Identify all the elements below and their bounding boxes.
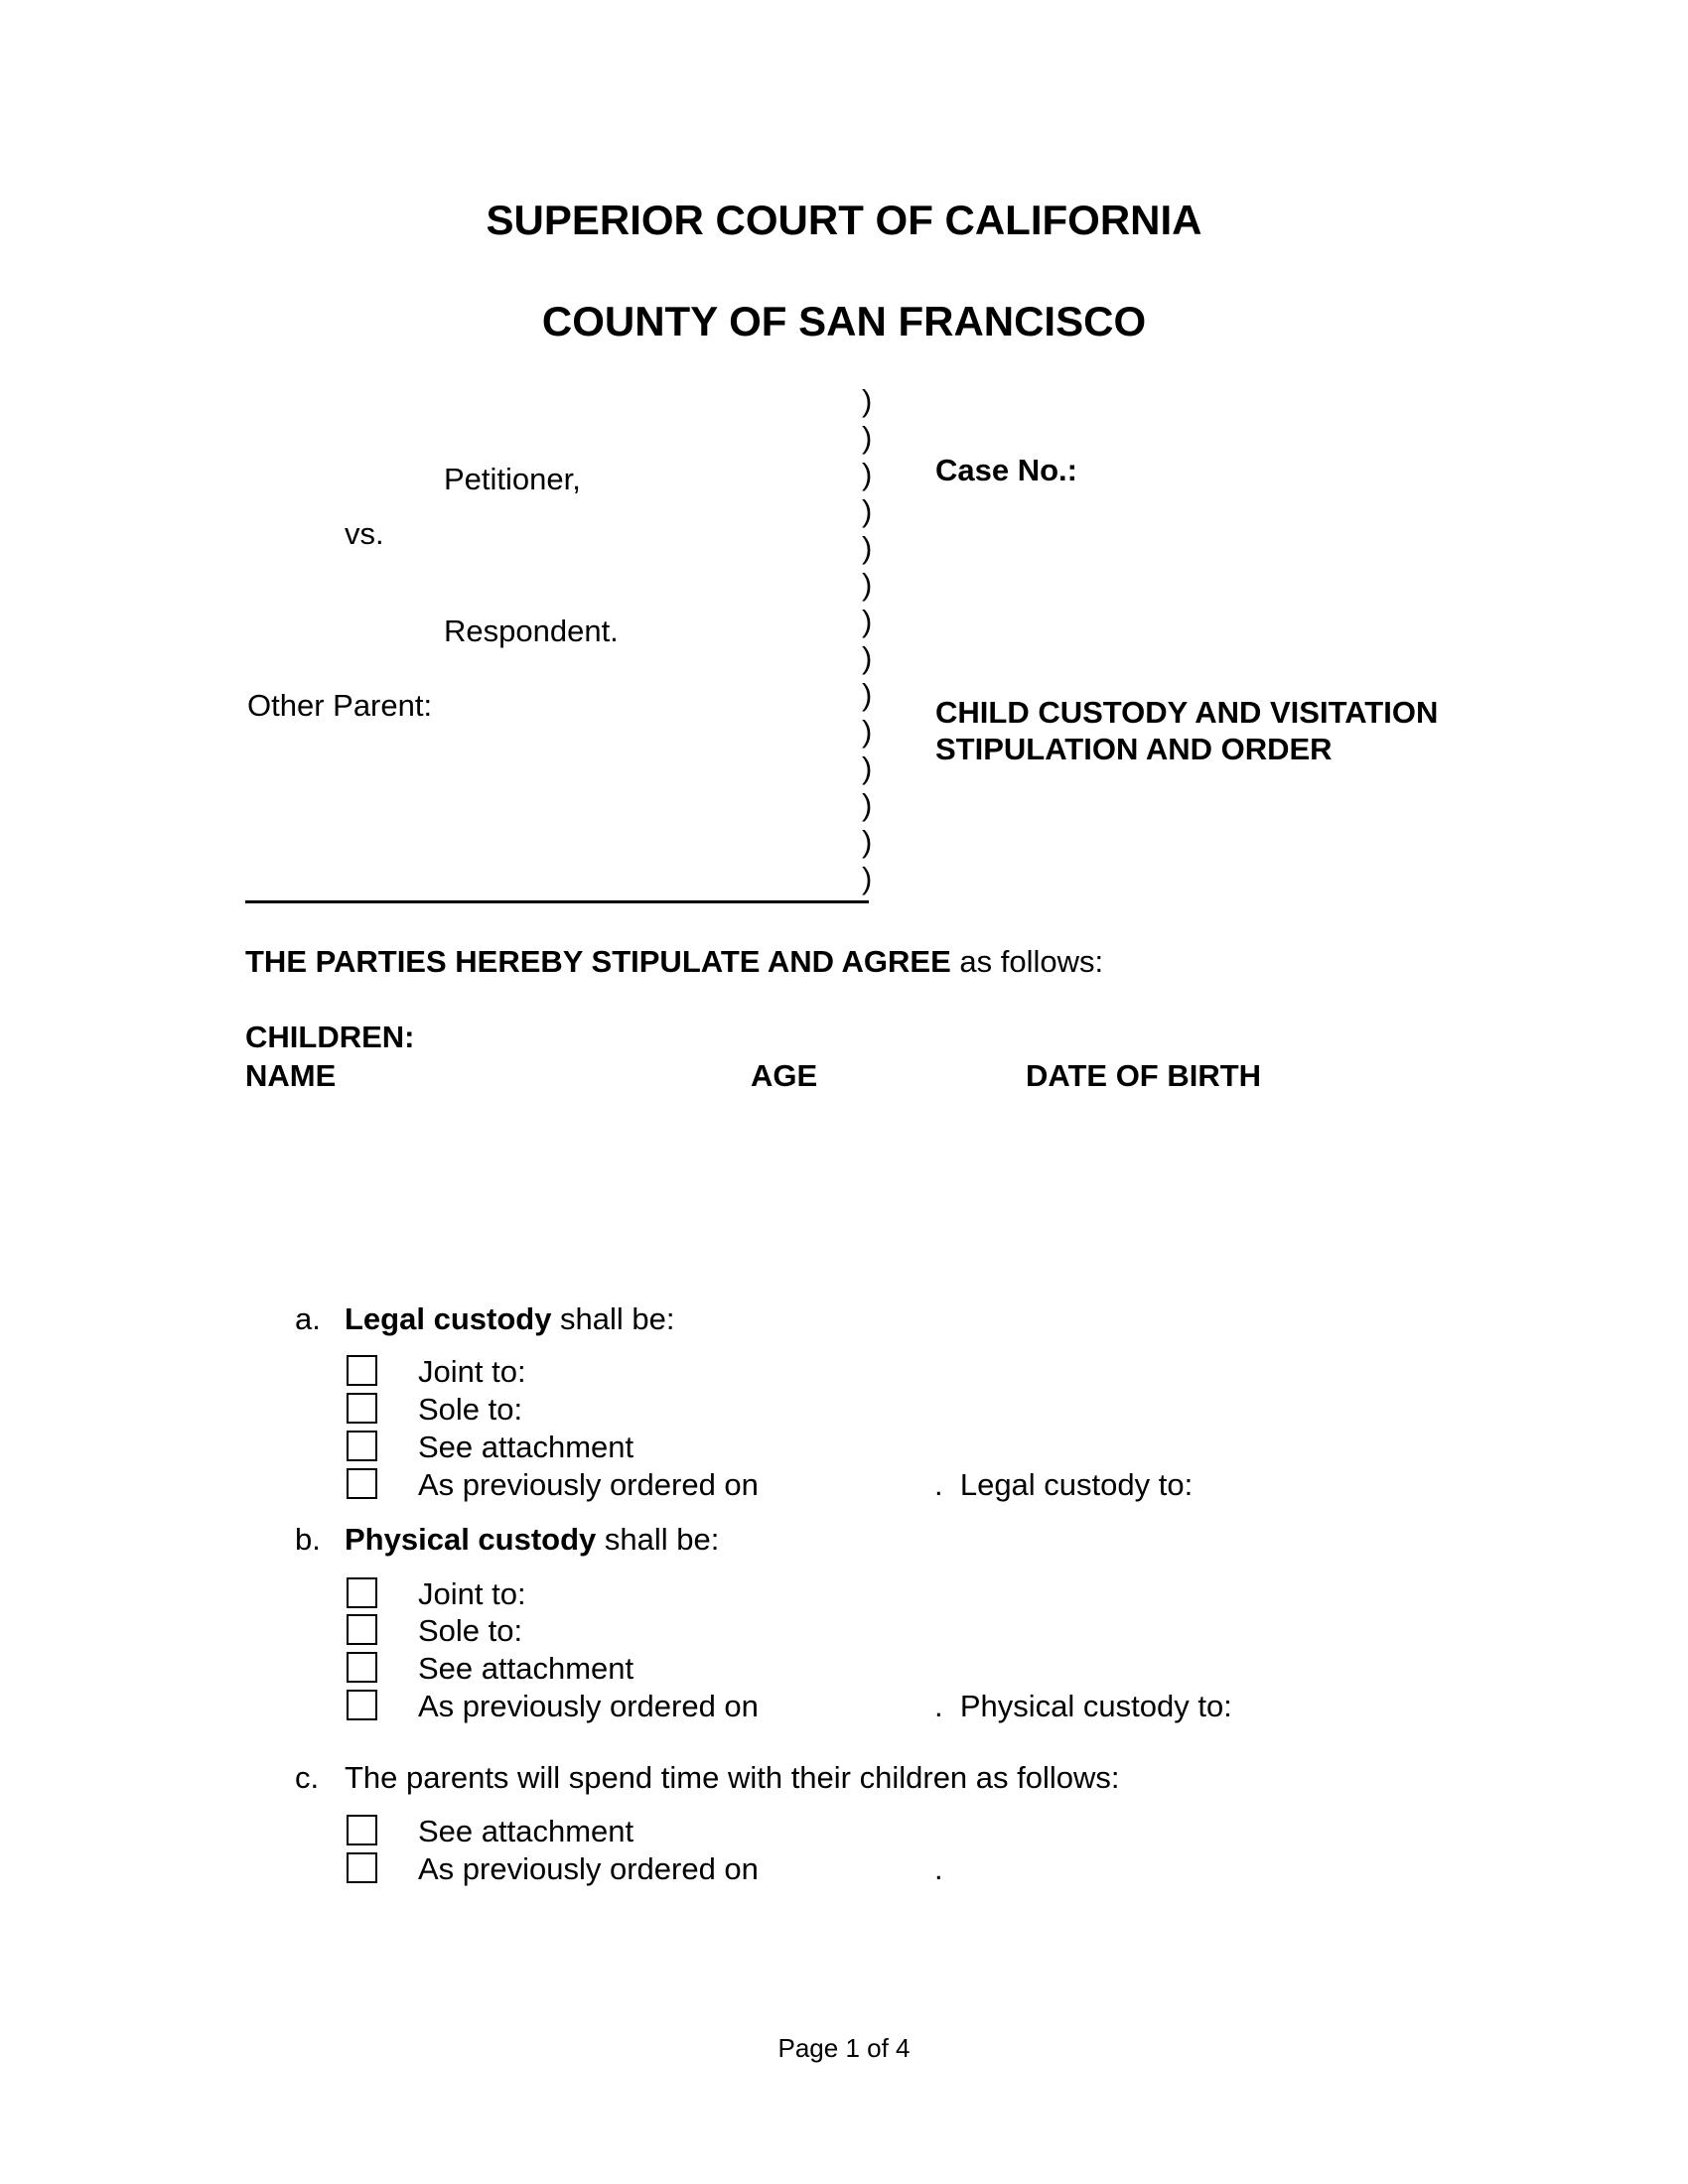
caption-paren: ) bbox=[862, 677, 873, 712]
legal-joint-checkbox[interactable] bbox=[347, 1355, 377, 1386]
caption-paren: ) bbox=[862, 567, 873, 602]
section-a-rest: shall be: bbox=[551, 1301, 675, 1336]
section-c-letter: c. bbox=[295, 1760, 320, 1795]
stipulation-lead-bold: THE PARTIES HEREBY STIPULATE AND AGREE bbox=[245, 944, 951, 979]
caption-underline bbox=[245, 900, 869, 903]
visitation-previous-period: . bbox=[934, 1851, 943, 1886]
other-parent-label: Other Parent: bbox=[247, 688, 433, 723]
document-title-line1: CHILD CUSTODY AND VISITATION bbox=[935, 695, 1439, 730]
caption-paren: ) bbox=[862, 640, 873, 675]
page-number: Page 1 of 4 bbox=[777, 2033, 911, 2063]
children-col-dob: DATE OF BIRTH bbox=[1026, 1058, 1262, 1093]
section-b-rest: shall be: bbox=[596, 1522, 720, 1557]
caption-paren: ) bbox=[862, 383, 873, 418]
stipulation-lead bbox=[245, 944, 1103, 980]
physical-sole-label: Sole to: bbox=[418, 1613, 523, 1648]
visitation-attachment-label: See attachment bbox=[418, 1814, 634, 1848]
legal-sole-checkbox[interactable] bbox=[347, 1393, 377, 1424]
physical-joint-label: Joint to: bbox=[418, 1576, 526, 1611]
section-a-letter: a. bbox=[295, 1301, 321, 1336]
vs-label: vs. bbox=[345, 516, 384, 551]
physical-sole-checkbox[interactable] bbox=[347, 1614, 377, 1645]
stipulation-lead-rest: as follows: bbox=[950, 944, 1104, 979]
children-col-name: NAME bbox=[245, 1058, 337, 1093]
visitation-previous-label: As previously ordered on bbox=[418, 1851, 759, 1886]
section-c-heading: The parents will spend time with their children as follows: bbox=[345, 1760, 1120, 1795]
caption-paren: ) bbox=[862, 714, 873, 749]
legal-attachment-checkbox[interactable] bbox=[347, 1431, 377, 1461]
respondent-label: Respondent. bbox=[444, 614, 619, 648]
children-label: CHILDREN: bbox=[245, 1020, 415, 1054]
physical-previous-label: As previously ordered on bbox=[418, 1689, 759, 1723]
visitation-previous-checkbox[interactable] bbox=[347, 1852, 377, 1883]
court-title: SUPERIOR COURT OF CALIFORNIA bbox=[486, 197, 1202, 243]
county-title: COUNTY OF SAN FRANCISCO bbox=[541, 298, 1147, 344]
legal-joint-label: Joint to: bbox=[418, 1354, 526, 1389]
physical-previous-checkbox[interactable] bbox=[347, 1690, 377, 1720]
physical-joint-checkbox[interactable] bbox=[347, 1577, 377, 1608]
section-b-letter: b. bbox=[295, 1522, 321, 1557]
caption-paren: ) bbox=[862, 604, 873, 638]
caption-paren: ) bbox=[862, 530, 873, 565]
petitioner-label: Petitioner, bbox=[444, 462, 581, 496]
caption-paren: ) bbox=[862, 824, 873, 859]
physical-attachment-label: See attachment bbox=[418, 1651, 634, 1686]
legal-previous-checkbox[interactable] bbox=[347, 1468, 377, 1499]
caption-paren: ) bbox=[862, 493, 873, 528]
caption-paren: ) bbox=[862, 861, 873, 895]
document-title-line2: STIPULATION AND ORDER bbox=[935, 732, 1333, 766]
children-col-age: AGE bbox=[751, 1058, 818, 1093]
caption-paren: ) bbox=[862, 457, 873, 491]
case-number-label: Case No.: bbox=[935, 453, 1077, 487]
section-b-bold: Physical custody bbox=[345, 1522, 597, 1557]
legal-previous-label: As previously ordered on bbox=[418, 1467, 759, 1502]
physical-attachment-checkbox[interactable] bbox=[347, 1652, 377, 1683]
caption-paren: ) bbox=[862, 420, 873, 455]
legal-attachment-label: See attachment bbox=[418, 1430, 634, 1464]
legal-sole-label: Sole to: bbox=[418, 1392, 523, 1427]
section-b-heading bbox=[345, 1522, 719, 1558]
section-a-bold: Legal custody bbox=[345, 1301, 552, 1336]
legal-custody-to-label: . Legal custody to: bbox=[934, 1467, 1194, 1502]
caption-paren: ) bbox=[862, 751, 873, 785]
physical-custody-to-label: . Physical custody to: bbox=[934, 1689, 1232, 1723]
caption-paren: ) bbox=[862, 787, 873, 822]
visitation-attachment-checkbox[interactable] bbox=[347, 1815, 377, 1845]
section-a-heading bbox=[345, 1301, 675, 1337]
